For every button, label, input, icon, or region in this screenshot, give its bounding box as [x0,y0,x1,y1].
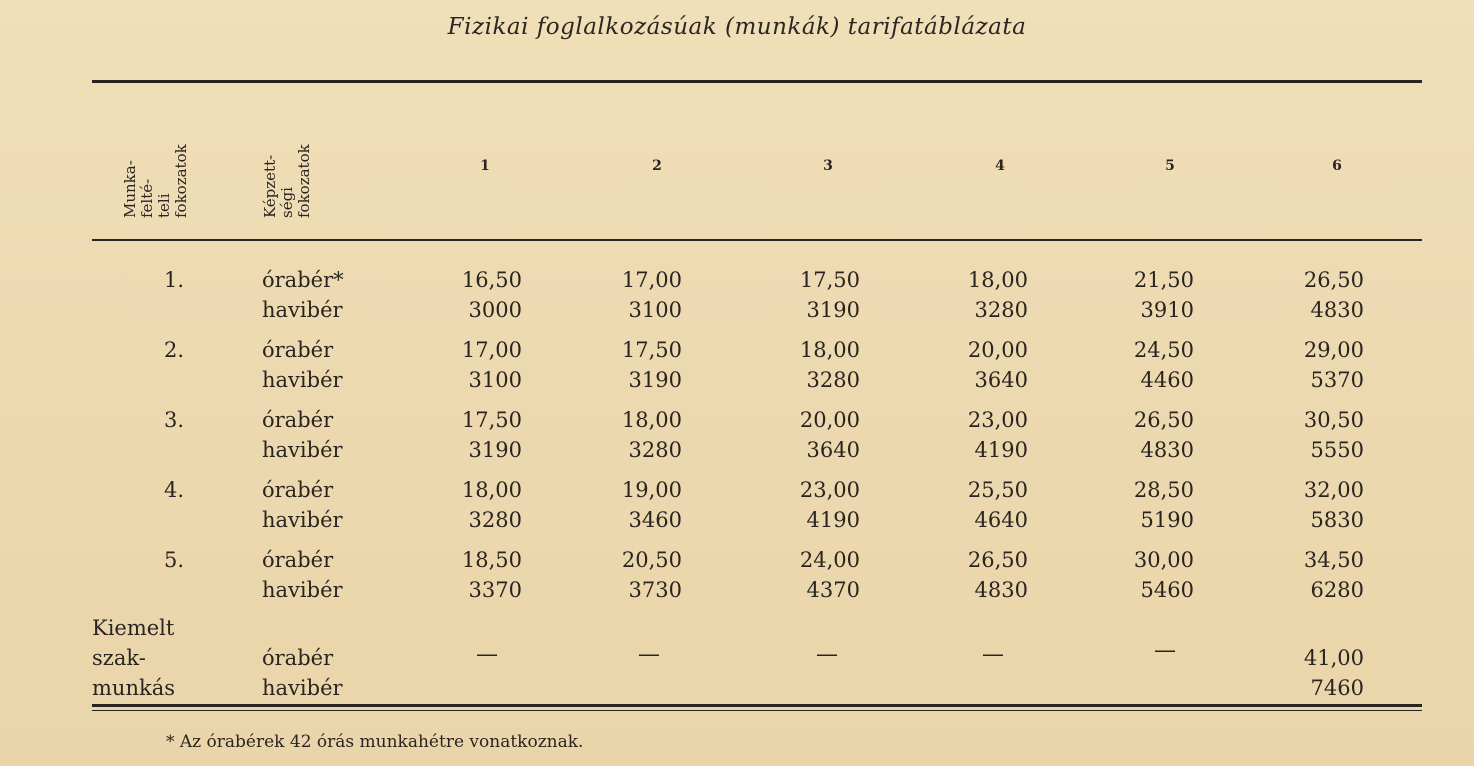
empty-value-dash: — [638,642,660,667]
monthly-wage-cell: 3370 [468,578,522,602]
hourly-wage-cell: 18,00 [461,478,522,502]
row-hour-label: órabér [262,478,334,502]
monthly-wage-cell: 3100 [468,368,522,392]
monthly-wage-cell: 3730 [628,578,682,602]
row-level: 2. [164,338,185,362]
row-level: 1. [164,268,185,292]
hourly-wage-cell: 25,50 [967,478,1028,502]
row-hour-label: órabér [262,338,334,362]
header-skill-levels [262,144,313,218]
row-level: 5. [164,548,185,572]
hourly-wage-cell: 26,50 [967,548,1028,572]
monthly-wage-cell: 5460 [1140,578,1194,602]
empty-value-dash: — [982,642,1004,667]
special-level-line: Kiemelt [92,616,175,640]
hourly-wage-cell: 17,00 [461,338,522,362]
monthly-wage-cell: 3190 [468,438,522,462]
hourly-wage-cell: 26,50 [1133,408,1194,432]
hourly-wage-cell: 30,50 [1303,408,1364,432]
row-month-label: havibér [262,438,343,462]
header-work-condition-levels [122,144,190,218]
column-header: 1 [480,158,490,174]
empty-value-dash: — [476,642,498,667]
monthly-wage-cell: 5550 [1310,438,1364,462]
hourly-wage-cell: 18,00 [621,408,682,432]
monthly-wage-cell: 3280 [806,368,860,392]
hourly-wage-cell: 24,00 [799,548,860,572]
header-line: Munka- [121,160,139,218]
special-monthly-6: 7460 [1310,676,1364,700]
column-header: 6 [1332,158,1342,174]
empty-value-dash: — [1154,638,1176,663]
footnote: * Az órabérek 42 órás munkahétre vonatkoznak. [166,732,584,752]
header-line: fokozatok [172,144,190,218]
table-title: Fizikai foglalkozásúak (munkák) tarifatáblázata [447,14,1027,40]
column-header: 2 [652,158,662,174]
monthly-wage-cell: 3190 [628,368,682,392]
hourly-wage-cell: 32,00 [1303,478,1364,502]
hourly-wage-cell: 18,50 [461,548,522,572]
hourly-wage-cell: 30,00 [1133,548,1194,572]
header-line: fokozatok [295,144,313,218]
hourly-wage-cell: 24,50 [1133,338,1194,362]
special-hourly-6: 41,00 [1303,646,1364,670]
hourly-wage-cell: 23,00 [799,478,860,502]
monthly-wage-cell: 3910 [1140,298,1194,322]
monthly-wage-cell: 3640 [806,438,860,462]
column-header: 5 [1165,158,1175,174]
monthly-wage-cell: 3280 [628,438,682,462]
monthly-wage-cell: 3460 [628,508,682,532]
monthly-wage-cell: 4190 [974,438,1028,462]
monthly-wage-cell: 4370 [806,578,860,602]
monthly-wage-cell: 3100 [628,298,682,322]
monthly-wage-cell: 3000 [468,298,522,322]
monthly-wage-cell: 3280 [468,508,522,532]
hourly-wage-cell: 20,00 [799,408,860,432]
hourly-wage-cell: 19,00 [621,478,682,502]
empty-value-dash: — [816,642,838,667]
column-header: 4 [995,158,1005,174]
row-month-label: havibér [262,508,343,532]
monthly-wage-cell: 3280 [974,298,1028,322]
monthly-wage-cell: 6280 [1310,578,1364,602]
row-month-label: havibér [262,298,343,322]
hourly-wage-cell: 20,50 [621,548,682,572]
hourly-wage-cell: 17,50 [621,338,682,362]
header-line: felté- [138,178,156,218]
header-rule [92,239,1422,241]
special-month-label: havibér [262,676,343,700]
monthly-wage-cell: 3190 [806,298,860,322]
monthly-wage-cell: 4830 [1310,298,1364,322]
row-month-label: havibér [262,578,343,602]
hourly-wage-cell: 29,00 [1303,338,1364,362]
hourly-wage-cell: 17,50 [799,268,860,292]
monthly-wage-cell: 4190 [806,508,860,532]
column-header: 3 [823,158,833,174]
monthly-wage-cell: 4830 [974,578,1028,602]
header-line: Képzett- [261,154,279,218]
bottom-rule [92,704,1422,707]
row-month-label: havibér [262,368,343,392]
hourly-wage-cell: 17,00 [621,268,682,292]
monthly-wage-cell: 5190 [1140,508,1194,532]
hourly-wage-cell: 18,00 [967,268,1028,292]
row-level: 4. [164,478,185,502]
hourly-wage-cell: 34,50 [1303,548,1364,572]
hourly-wage-cell: 17,50 [461,408,522,432]
monthly-wage-cell: 5370 [1310,368,1364,392]
hourly-wage-cell: 26,50 [1303,268,1364,292]
monthly-wage-cell: 5830 [1310,508,1364,532]
monthly-wage-cell: 4830 [1140,438,1194,462]
special-level-line: munkás [92,676,175,700]
hourly-wage-cell: 28,50 [1133,478,1194,502]
header-line: ségi [278,187,296,218]
monthly-wage-cell: 4640 [974,508,1028,532]
hourly-wage-cell: 16,50 [461,268,522,292]
hourly-wage-cell: 21,50 [1133,268,1194,292]
special-hour-label: órabér [262,646,334,670]
header-line: teli [155,193,173,218]
top-rule [92,80,1422,83]
row-hour-label: órabér* [262,268,344,292]
row-hour-label: órabér [262,548,334,572]
hourly-wage-cell: 18,00 [799,338,860,362]
monthly-wage-cell: 3640 [974,368,1028,392]
hourly-wage-cell: 20,00 [967,338,1028,362]
row-hour-label: órabér [262,408,334,432]
bottom-rule-thin [92,710,1422,711]
monthly-wage-cell: 4460 [1140,368,1194,392]
hourly-wage-cell: 23,00 [967,408,1028,432]
row-level: 3. [164,408,185,432]
special-level-line: szak- [92,646,146,670]
